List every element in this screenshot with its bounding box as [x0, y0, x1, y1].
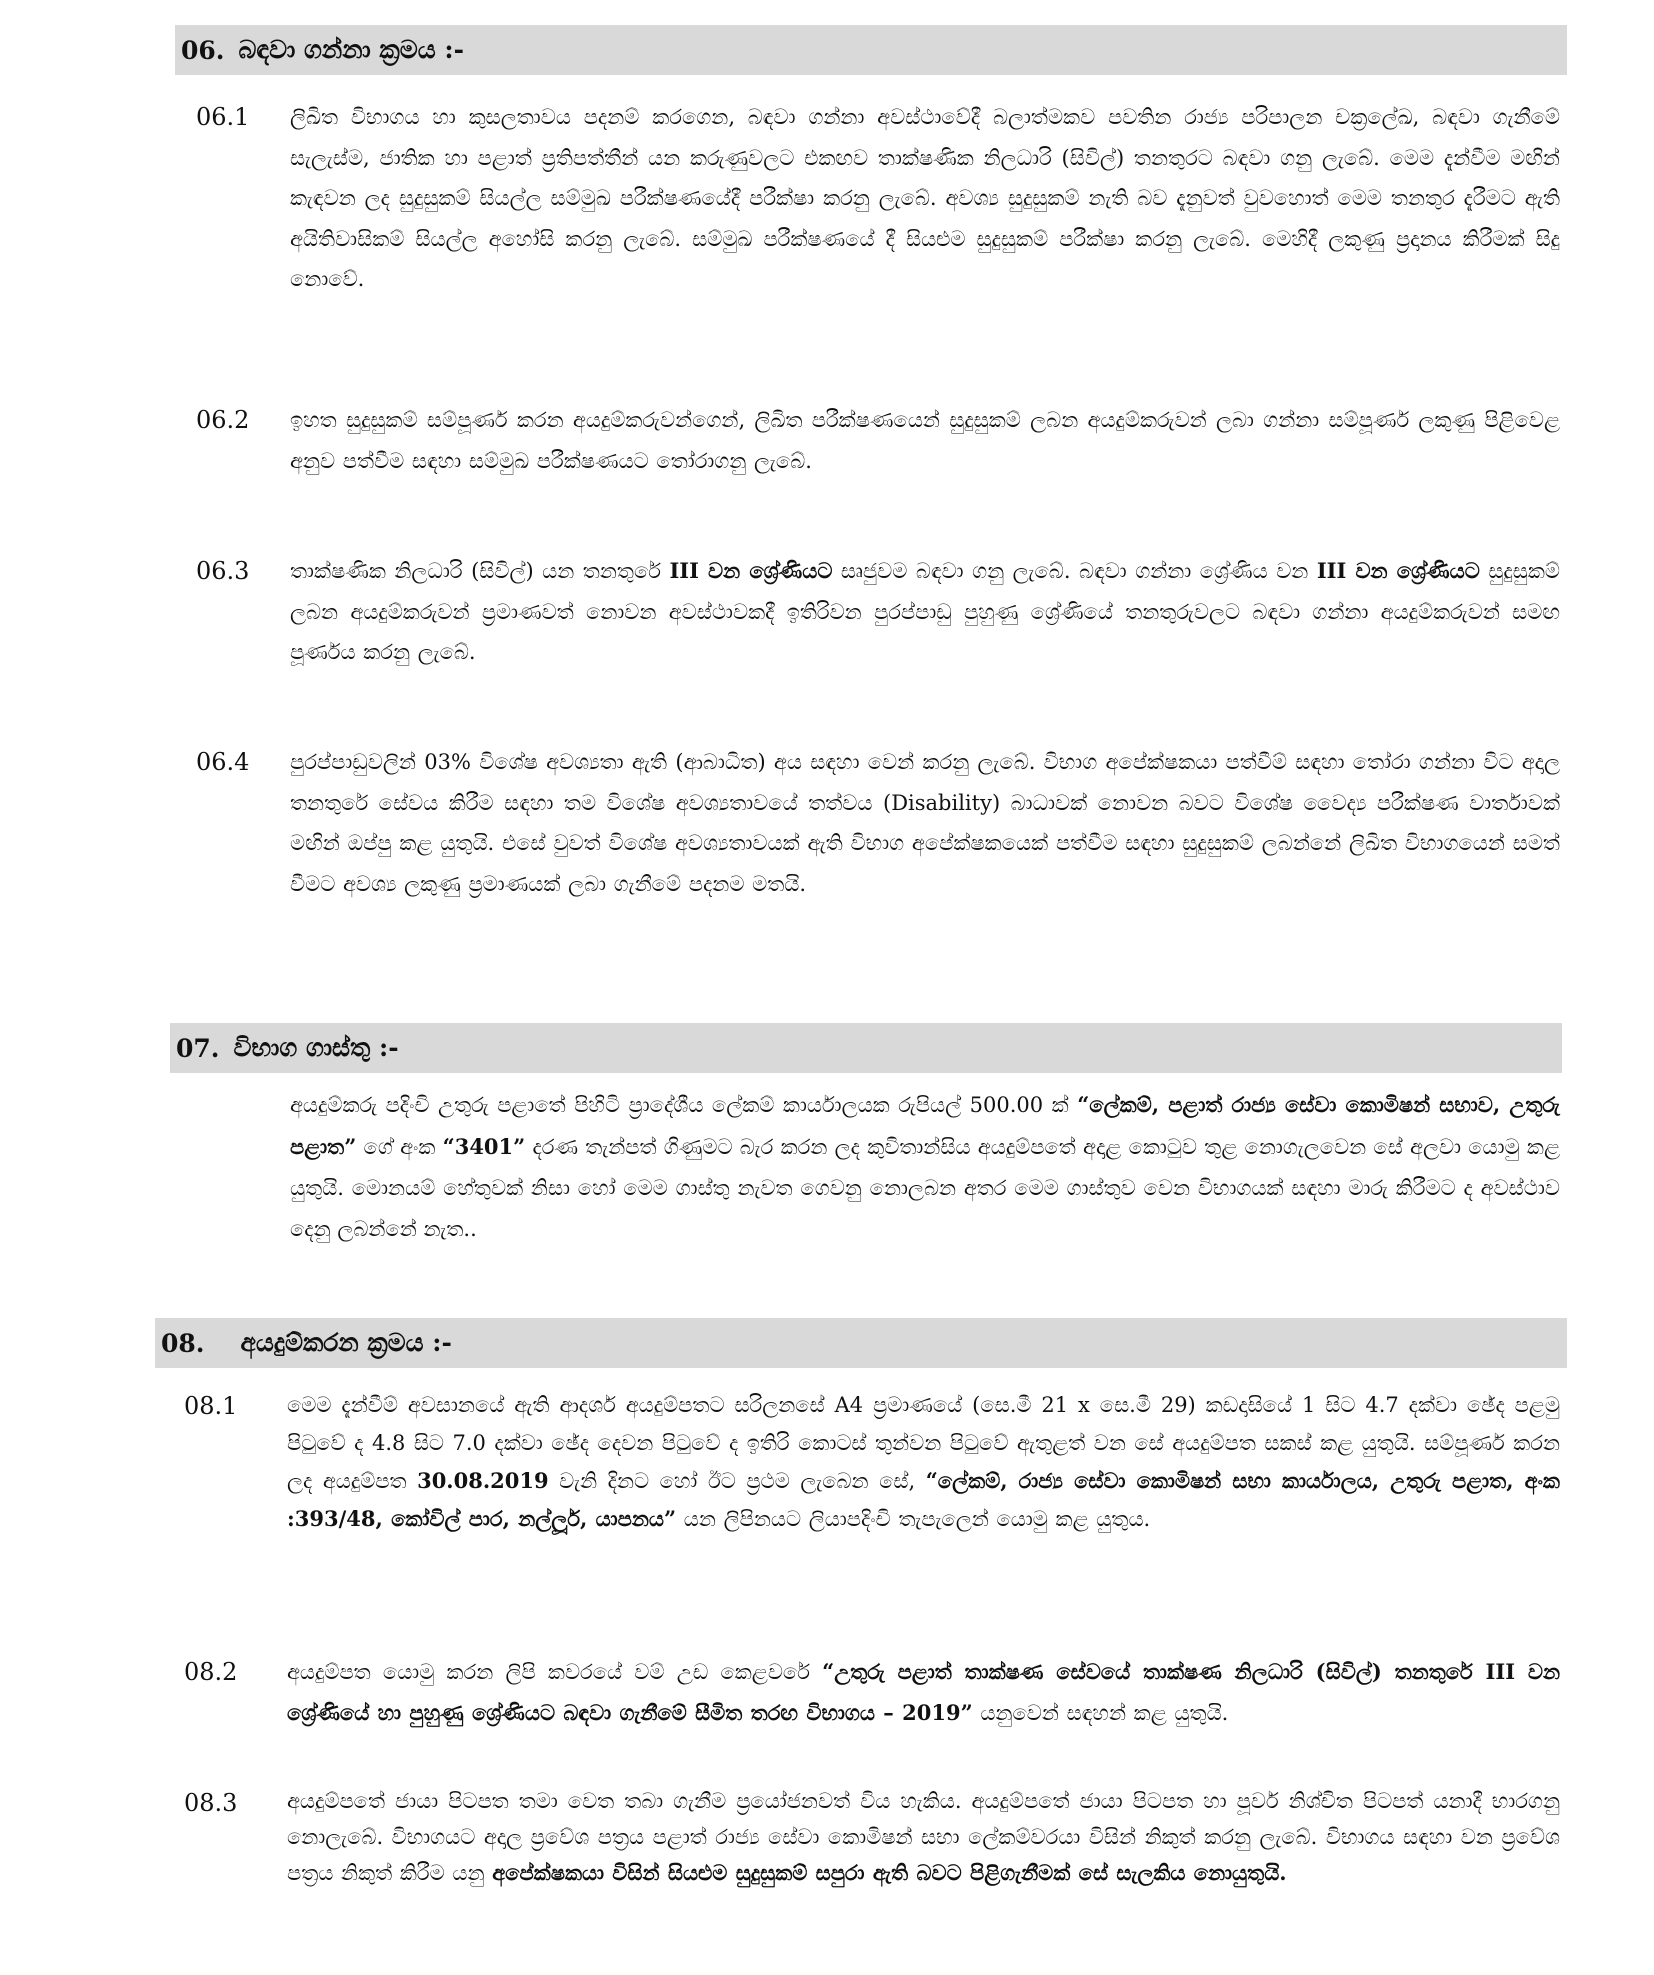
bold-run: “උතුරු පළාත් තාක්ෂණ සේවයේ තාක්ෂණ නිලධාරි (සිවිල්) තනතුරේ III වන ශ්‍රේණියේ හා පුහුණු ශ්‍රේණියට බඳවා ගැනීමේ සීමිත තරඟ විභාගය – 2019” [287, 1659, 1560, 1725]
section-08-heading [155, 1318, 1567, 1368]
item-number: 08.3 [184, 1789, 238, 1817]
text-run: යන ලිපිනයට ලියාපදිංචි තැපැලෙන් යොමු කළ යුතුය. [676, 1507, 1151, 1531]
text-run: වැනි දිනට හෝ ඊට ප්‍රථම ලැබෙන සේ, [548, 1469, 926, 1493]
section-07-title: විභාග ගාස්තු :- [233, 1033, 399, 1062]
item-number: 08.2 [184, 1658, 238, 1686]
section-08-number: 08. [161, 1328, 205, 1358]
bold-run: “ලේකම්, රාජ්‍ය සේවා කොමිෂන් සභා කාර්යාලය, උතුරු පළාත, අංක :393/48, කෝවිල් පාර, නල්ලූර්, යාපනය” [287, 1468, 1560, 1531]
section-07-heading [170, 1023, 1562, 1073]
section-06-title: බඳවා ගන්නා ක්‍රමය :- [238, 35, 464, 64]
text-run: තාක්ෂණික නිලධාරි (සිවිල්) යන තනතුරේ [290, 559, 670, 583]
text-run: අයදුම්කරු පදිංචි උතුරු පළාතේ පිහිටි ප්‍රාදේශීය ලේකම් කාර්යාලයක රුපියල් 500.00 ක් [290, 1093, 1078, 1117]
text-run: සුදුසුකම් ලබන අයදුම්කරුවන් ප්‍රමාණවත් නොවන අවස්ථාවකදී ඉතිරිවන පුරප්පාඩු පුහුණු ශ්‍රේණියේ තනතුරුවලට බඳවා ගන්නා අයදුම්කරුවන් සමඟ පූර්ණය කරනු ලැබේ. [290, 559, 1561, 664]
text-run: අයදුම්පතේ ජායා පිටපත තමා වෙත තබා ගැනීම ප්‍රයෝජනවත් විය හැකිය. අයදුම්පතේ ජායා පිටපත හා පූර්ව නිශ්චිත පිටපත් යනාදී භාරගනු නොලැබේ. විභාගයට අදාල ප්‍රවේශ පත්‍රය පළාත් රාජ්‍ය සේවා කොමිෂන් සභා ලේකම්වරයා විසින් නිකුත් කරනු ලැබේ. විභාගය සඳහා වන ප්‍රවේශ පත්‍රය නිකුත් කිරීම යනු [287, 1789, 1560, 1885]
bold-run: 30.08.2019 [417, 1468, 549, 1493]
item-number: 06.3 [196, 557, 250, 585]
item-text: පුරප්පාඩුවලින් 03% විශේෂ අවශ්‍යතා ඇති (ආබාධිත) අය සඳහා වෙන් කරනු ලැබේ. විභාග අපේක්ෂකයා පත්වීම් සඳහා තෝරා ගන්නා විට අදාල තනතුරේ සේවය කිරීම සඳහා තම විශේෂ අවශ්‍යතාවයේ තත්වය (Disability) බාධාවක් නොවන බවට විශේෂ වෛද්‍ය පරීක්ෂණ වාර්තාවක් මඟින් ඔප්පු කළ යුතුයි. එසේ වුවත් විශේෂ අවශ්‍යතාවයක් ඇති විභාග අපේක්ෂකයෙක් පත්වීම සඳහා සුදුසුකම් ලබන්නේ ලිඛිත විභාගයෙන් සමත් වීමට අවශ්‍ය ලකුණු ප්‍රමාණයක් ලබා ගැනීමේ පදනම මතයි. [290, 750, 1560, 896]
text-run: ගේ අංක [356, 1135, 443, 1159]
section-06-number: 06. [181, 35, 225, 65]
text-run: යනුවෙන් සඳහන් කළ යුතුයි. [972, 1700, 1229, 1725]
item-text: ඉහත සුදුසුකම් සම්පූර්ණ කරන අයදුම්කරුවන්ගෙන්, ලිඛිත පරීක්ෂණයෙන් සුදුසුකම් ලබන අයදුම්කරුවන් ලබා ගන්නා සම්පූර්ණ ලකුණු පිළිවෙළ අනුව පත්වීම සඳහා සම්මුඛ පරීක්ෂණයට තෝරාගනු ලැබේ. [290, 408, 1560, 473]
bold-run: III වන ශ්‍රේණියට [669, 558, 833, 583]
item-text: ලිඛිත විභාගය හා කුසලතාවය පදනම් කරගෙන, බඳවා ගන්නා අවස්ථාවේදී බලාත්මකව පවතින රාජ්‍ය පරිපාලන චක්‍රලේඛ, බඳවා ගැනීමේ සැලැස්ම, ජාතික හා පළාත් ප්‍රතිපත්තීන් යන කරුණුවලට එකඟව තාක්ෂණික නිලධාරි (සිවිල්) තනතුරට බඳවා ගනු ලැබේ. මෙම දැන්වීම මඟින් කැඳවන ලද සුදුසුකම් සියල්ල සම්මුඛ පරීක්ෂණයේදී පරීක්ෂා කරනු ලැබේ. අවශ්‍ය සුදුසුකම් නැති බව දැනුවත් වුවහොත් මෙම තනතුර දැරීමට ඇති අයිතිවාසිකම් සියල්ල අහෝසි කරනු ලැබේ. සම්මුඛ පරීක්ෂණයේ දී සියළුම සුදුසුකම් පරීක්ෂා කරනු ලැබේ. මෙහිදී ලකුණු ප්‍රදානය කිරීමක් සිදු නොවේ. [290, 105, 1560, 291]
item-number: 08.1 [184, 1392, 238, 1420]
text-run: සෘජුවම බඳවා ගනු ලැබේ. බඳවා ගන්නා ශ්‍රේණිය වන [832, 559, 1317, 583]
item-text [287, 1652, 1560, 1733]
item-number: 06.4 [196, 748, 250, 776]
item-text [287, 1783, 1560, 1891]
item-text [290, 551, 1560, 673]
item-number: 06.1 [196, 103, 250, 131]
bold-run: අපේක්ෂකයා විසින් සියළුම සුදුසුකම් සපුරා ඇති බවට පිළිගැනීමක් සේ සැලකිය නොයුතුයි. [492, 1860, 1287, 1885]
section-07-paragraph [290, 1084, 1560, 1250]
section-06-heading [175, 25, 1567, 75]
section-07-number: 07. [176, 1033, 220, 1063]
text-run: දරණ තැන්පත් ගිණුමට බැර කරන ලද කුවිතාන්සිය අයදුම්පතේ අදාළ කොටුව තුළ නොගැලවෙන සේ අලවා යොමු කළ යුතුයි. මොනයම් හේතුවක් නිසා හෝ මෙම ගාස්තු නැවත ගෙවනු නොලබන අතර මෙම ගාස්තුව වෙන විභාගයක් සඳහා මාරු කිරීමට ද අවස්ථාව දෙනු ලබන්නේ නැත.. [290, 1135, 1560, 1241]
text-run: අයදුම්පත යොමු කරන ලිපි කවරයේ වම් උඩ කෙළවරේ [287, 1660, 823, 1684]
item-text [287, 1386, 1560, 1538]
bold-run: “3401” [442, 1134, 526, 1159]
text-run: මෙම දැන්වීම් අවසානයේ ඇති ආදර්ශ අයදුම්පතට සරිලනසේ A4 ප්‍රමාණයේ (සෙ.මී 21 x සෙ.මී 29) කඩදාසියේ 1 සිට 4.7 දක්වා ඡේද පළමු පිටුවේ ද 4.8 සිට 7.0 දක්වා ඡේද දෙවන පිටුවේ ද ඉතිරි කොටස් තුන්වන පිටුවේ ඇතුළත් වන සේ අයදුම්පත සකස් කළ යුතුයි. සම්පූර්ණ කරන ලද අයදුම්පත [287, 1393, 1560, 1493]
item-number: 06.2 [196, 406, 250, 434]
bold-run: III වන ශ්‍රේණියට [1316, 558, 1480, 583]
section-08-title: අයදුම්කරන ක්‍රමය :- [240, 1328, 452, 1357]
bold-run: “ලේකම්, පළාත් රාජ්‍ය සේවා කොමිෂන් සභාව, උතුරු පළාත” [290, 1092, 1560, 1159]
